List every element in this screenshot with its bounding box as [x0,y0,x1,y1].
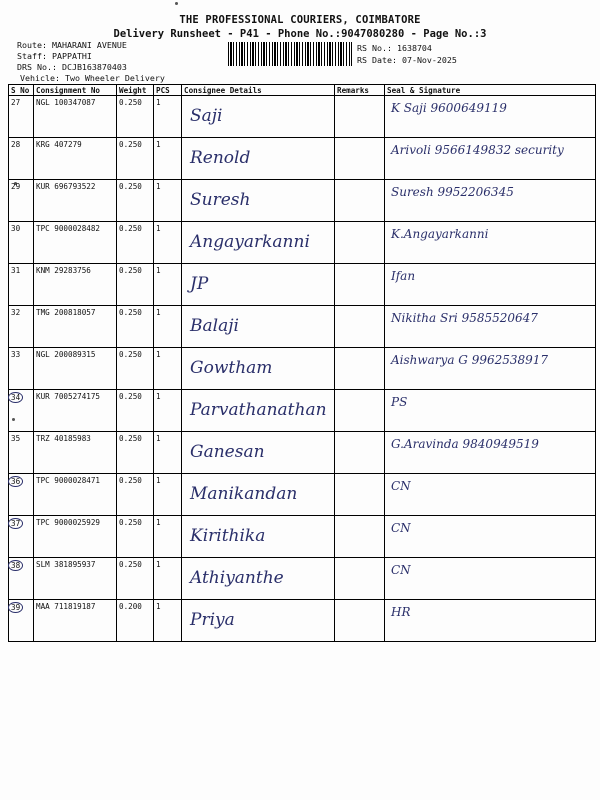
consignment-number-text: NGL 200089315 [36,350,96,359]
table-header-row [9,85,596,96]
remarks-cell [335,348,385,390]
pieces-text: 1 [156,560,161,569]
consignment-number-cell [34,600,117,642]
runsheet-title: Delivery Runsheet - P41 - Phone No.:9047080280 - Page No.:3 [113,28,487,40]
column-header: Consignment No [34,85,117,96]
handwritten-signature: HR [391,605,411,619]
rs-date: RS Date: 07-Nov-2025 [357,55,457,65]
seal-signature-cell [385,432,596,474]
serial-number-cell [9,138,34,180]
pieces-cell [154,180,182,222]
serial-number-text: 30 [11,224,21,233]
consignment-number-cell [34,348,117,390]
weight-text: 0.250 [119,140,142,149]
serial-number-text: 35 [11,434,21,443]
weight-text: 0.200 [119,602,142,611]
consignment-number-cell [34,390,117,432]
consignee-signature-cell [182,180,335,222]
serial-number-cell [9,600,34,642]
weight-cell [117,222,154,264]
weight-cell [117,264,154,306]
seal-signature-cell [385,558,596,600]
remarks-cell [335,138,385,180]
weight-cell [117,390,154,432]
delivery-table [8,84,596,642]
handwritten-name: Balaji [190,316,239,336]
weight-cell [117,348,154,390]
column-header: Seal & Signature [385,85,596,96]
pieces-text: 1 [156,434,161,443]
pieces-cell [154,138,182,180]
pieces-cell [154,306,182,348]
handwritten-name: Parvathanathan [190,400,327,420]
handwritten-signature: Aishwarya G 9962538917 [391,353,549,367]
handwritten-signature: CN [391,479,411,493]
weight-text: 0.250 [119,224,142,233]
serial-number-cell [9,306,34,348]
handwritten-signature: Nikitha Sri 9585520647 [391,311,538,325]
pieces-cell [154,558,182,600]
column-header: Weight [117,85,154,96]
serial-number-text: 32 [11,308,21,317]
consignment-number-text: TPC 9000028471 [36,476,101,485]
remarks-cell [335,516,385,558]
pieces-cell [154,516,182,558]
handwritten-signature: Suresh 9952206345 [391,185,514,199]
weight-cell [117,96,154,138]
weight-cell [117,516,154,558]
weight-cell [117,306,154,348]
consignee-signature-cell [182,558,335,600]
serial-number-cell [9,348,34,390]
circled-serial-number: 39 [8,602,23,613]
circled-serial-number: 34 [8,392,23,403]
consignment-number-text: SLM 381895937 [36,560,96,569]
pieces-text: 1 [156,140,161,149]
handwritten-name: Gowtham [190,358,273,378]
scan-speck [175,2,178,5]
serial-number-cell [9,96,34,138]
barcode-image [228,42,352,66]
weight-text: 0.250 [119,350,142,359]
handwritten-name: Manikandan [190,484,298,504]
pieces-text: 1 [156,518,161,527]
seal-signature-cell [385,474,596,516]
handwritten-signature: K Saji 9600649119 [391,101,507,115]
serial-number-cell [9,222,34,264]
weight-text: 0.250 [119,308,142,317]
remarks-cell [335,96,385,138]
column-header: PCS [154,85,182,96]
handwritten-signature: CN [391,563,411,577]
consignee-signature-cell [182,264,335,306]
table-row [9,516,596,558]
column-header: Remarks [335,85,385,96]
table-row [9,180,596,222]
weight-cell [117,558,154,600]
weight-text: 0.250 [119,560,142,569]
table-row [9,432,596,474]
serial-number-text: 27 [11,98,21,107]
consignee-signature-cell [182,390,335,432]
consignee-signature-cell [182,96,335,138]
handwritten-signature: PS [391,395,408,409]
weight-text: 0.250 [119,182,142,191]
pieces-cell [154,390,182,432]
consignment-number-cell [34,516,117,558]
circled-serial-number: 36 [8,476,23,487]
seal-signature-cell [385,138,596,180]
pieces-text: 1 [156,476,161,485]
consignee-signature-cell [182,222,335,264]
handwritten-signature: K.Angayarkanni [391,227,489,241]
seal-signature-cell [385,348,596,390]
seal-signature-cell [385,96,596,138]
remarks-cell [335,432,385,474]
consignment-number-text: TPC 9000025929 [36,518,101,527]
table-row [9,222,596,264]
table-row [9,96,596,138]
weight-text: 0.250 [119,392,142,401]
consignment-number-cell [34,432,117,474]
pieces-text: 1 [156,350,161,359]
remarks-cell [335,558,385,600]
seal-signature-cell [385,180,596,222]
weight-text: 0.250 [119,98,142,107]
consignment-number-text: MAA 711819187 [36,602,96,611]
table-row [9,600,596,642]
pieces-text: 1 [156,224,161,233]
drs-label: DRS No.: DCJB163870403 [17,62,127,72]
rs-number: RS No.: 1638704 [357,43,432,53]
serial-number-cell [9,516,34,558]
remarks-cell [335,390,385,432]
serial-number-text: 29 [11,182,21,191]
weight-cell [117,600,154,642]
column-header: Consignee Details [182,85,335,96]
pieces-cell [154,348,182,390]
seal-signature-cell [385,264,596,306]
handwritten-name: Ganesan [190,442,265,462]
consignment-number-text: TMG 200818057 [36,308,96,317]
consignment-number-text: KNM 29283756 [36,266,91,275]
handwritten-name: Saji [190,106,223,126]
pieces-text: 1 [156,98,161,107]
consignment-number-text: TRZ 40185983 [36,434,91,443]
circled-serial-number: 38 [8,560,23,571]
pieces-cell [154,432,182,474]
seal-signature-cell [385,390,596,432]
serial-number-cell [9,180,34,222]
handwritten-signature: Ifan [391,269,416,283]
pieces-cell [154,264,182,306]
consignment-number-text: KRG 407279 [36,140,82,149]
table-row [9,348,596,390]
consignment-number-cell [34,474,117,516]
consignee-signature-cell [182,306,335,348]
consignment-number-cell [34,306,117,348]
consignment-number-cell [34,222,117,264]
serial-number-text: 28 [11,140,21,149]
remarks-cell [335,600,385,642]
weight-cell [117,180,154,222]
table-row [9,390,596,432]
weight-cell [117,138,154,180]
consignment-number-text: TPC 9000028482 [36,224,101,233]
handwritten-signature: CN [391,521,411,535]
staff-label: Staff: PAPPATHI [17,51,92,61]
remarks-cell [335,222,385,264]
consignment-number-cell [34,558,117,600]
consignment-number-cell [34,180,117,222]
company-title: THE PROFESSIONAL COURIERS, COIMBATORE [179,14,421,26]
pieces-text: 1 [156,308,161,317]
remarks-cell [335,474,385,516]
pieces-cell [154,600,182,642]
seal-signature-cell [385,600,596,642]
pieces-cell [154,222,182,264]
consignee-signature-cell [182,432,335,474]
pieces-text: 1 [156,266,161,275]
weight-text: 0.250 [119,476,142,485]
consignment-number-text: NGL 100347087 [36,98,96,107]
table-row [9,138,596,180]
remarks-cell [335,180,385,222]
consignee-signature-cell [182,516,335,558]
serial-number-cell [9,474,34,516]
serial-number-cell [9,264,34,306]
handwritten-name: Athiyanthe [190,568,284,588]
handwritten-signature: G.Aravinda 9840949519 [391,437,539,451]
handwritten-name: Renold [190,148,251,168]
handwritten-name: Kirithika [190,526,266,546]
consignee-signature-cell [182,138,335,180]
consignee-signature-cell [182,348,335,390]
table-row [9,306,596,348]
weight-cell [117,432,154,474]
serial-number-cell [9,390,34,432]
consignment-number-text: KUR 696793522 [36,182,96,191]
handwritten-name: Angayarkanni [190,232,310,252]
serial-number-text: 33 [11,350,21,359]
column-header: S No [9,85,34,96]
seal-signature-cell [385,516,596,558]
handwritten-name: JP [190,274,209,294]
remarks-cell [335,306,385,348]
handwritten-signature: Arivoli 9566149832 security [391,143,564,157]
table-row [9,264,596,306]
serial-number-text: 31 [11,266,21,275]
vehicle-label: Vehicle: Two Wheeler Delivery [20,73,165,83]
weight-text: 0.250 [119,518,142,527]
serial-number-cell [9,432,34,474]
route-label: Route: MAHARANI AVENUE [17,40,127,50]
table-row [9,558,596,600]
serial-number-cell [9,558,34,600]
remarks-cell [335,264,385,306]
consignment-number-text: KUR 7005274175 [36,392,101,401]
weight-cell [117,474,154,516]
pieces-cell [154,96,182,138]
table-row [9,474,596,516]
consignment-number-cell [34,96,117,138]
handwritten-name: Priya [190,610,235,630]
pieces-text: 1 [156,392,161,401]
weight-text: 0.250 [119,266,142,275]
pieces-text: 1 [156,602,161,611]
pieces-text: 1 [156,182,161,191]
consignee-signature-cell [182,600,335,642]
consignment-number-cell [34,138,117,180]
handwritten-name: Suresh [190,190,251,210]
seal-signature-cell [385,306,596,348]
seal-signature-cell [385,222,596,264]
consignment-number-cell [34,264,117,306]
consignee-signature-cell [182,474,335,516]
weight-text: 0.250 [119,434,142,443]
circled-serial-number: 37 [8,518,23,529]
pieces-cell [154,474,182,516]
